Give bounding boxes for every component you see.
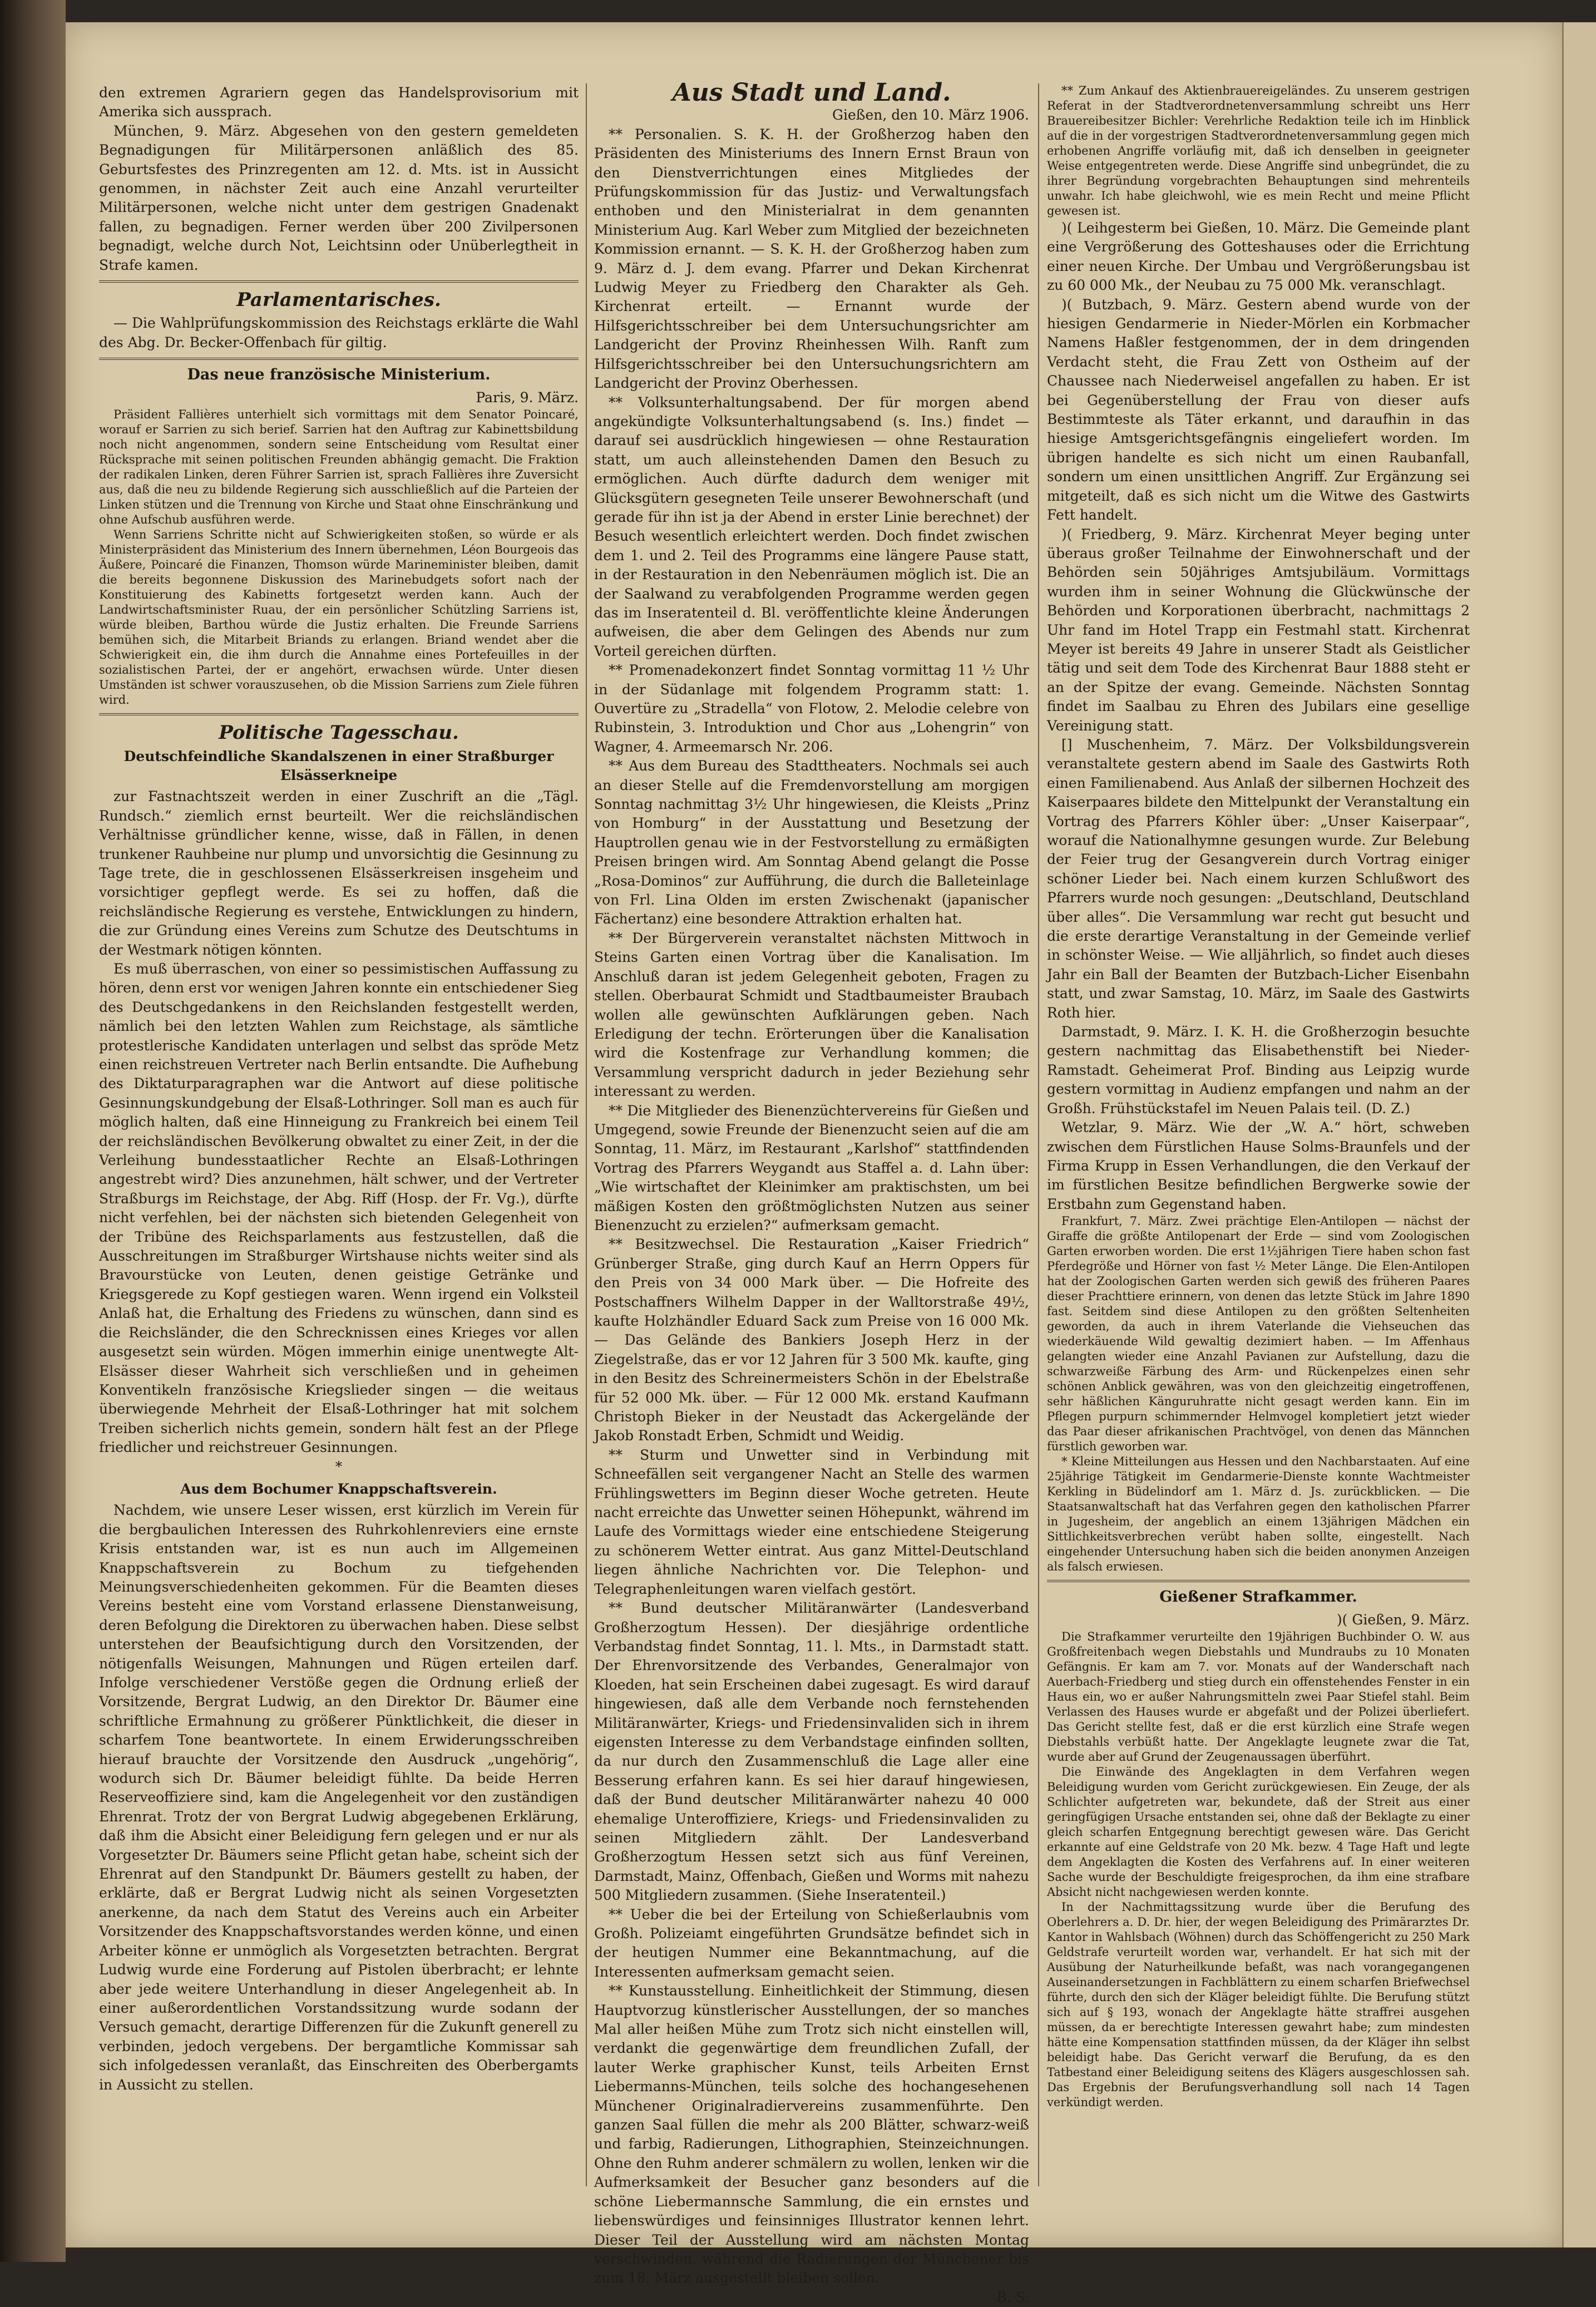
article-text: )( Butzbach, 9. März. Gestern abend wurde von der hiesigen Gendarmerie in Nieder-Mörlen ein Korbmacher Namens Haßler festgenommen, der in dem dringenden Verdacht steht, die Frau Zett von Ostheim auf der Chaussee nach Niederweisel angefallen zu haben. Er ist bei Gegenüberstellung der Frau von dieser aufs Bestimmteste als Täter erkannt, und daraufhin in das hiesige Amtsgerichtsgefängnis eingeliefert worden. Im übrigen handelte es sich nicht um einen Raubanfall, sondern um einen unsittlichen Angriff. Zur Ergänzung sei mitgeteilt, daß es sich nicht um die Witwe des Gastwirts Fett handelt.	[1047, 296, 1470, 523]
column-2	[594, 78, 1029, 2305]
article-text: Die Strafkammer verurteilte den 19jährigen Buchbinder O. W. aus Großfreitenbach wegen Diebstahls und Mundraubs zu 10 Monaten Gefängnis. Er kam am 7. vor. Monats auf der Wanderschaft nach Auerbach-Friedberg und stieg durch ein offenstehendes Fenster in ein Haus ein, wo er außer Nahrungsmitteln zwei Paar Stiefel stahl. Beim Verlassen des Hauses wurde er abgefaßt und der Polizei überliefert. Das Gericht stellte fest, daß er die erst kürzlich eine Strafe wegen Diebstahls verbüßt hatte. Der Angeklagte leugnete zwar die Tat, wurde aber auf Grund der Zeugenaussagen überführt.	[1047, 1629, 1470, 1763]
article-heading: Das neue französische Ministerium.	[187, 366, 491, 384]
column-3	[1047, 83, 1470, 2186]
column-rule	[586, 83, 587, 2186]
article-text: ** Ueber die bei der Erteilung von Schießerlaubnis vom Großh. Polizeiamt eingeführten Grundsätze befindet sich in der heutigen Nummer eine Bekanntmachung, auf die Interessenten aufmerksam gemacht seien.	[594, 1906, 1029, 1980]
next-page-edge	[1562, 22, 1596, 2247]
article-text: München, 9. März. Abgesehen von den gestern gemeldeten Begnadigungen für Militärpersonen anläßlich des 85. Geburtsfestes des Prinzregenten am 12. d. Mts. ist in Aussicht genommen, in nächster Zeit auch eine Anzahl verurteilter Militärpersonen, welche nicht unter dem gestrigen Gnadenakt fallen, zu begnadigen. Ferner werden über 200 Zivilpersonen begnadigt, welche durch Not, Leichtsinn oder Unüberlegtheit in Strafe kamen.	[99, 122, 579, 273]
article-text: Frankfurt, 7. März. Zwei prächtige Elen-Antilopen — nächst der Giraffe die größte Antilopenart der Erde — sind vom Zoologischen Garten erworben worden. Die erst 1½jährigen Tiere haben schon fast Pferdegröße und Hörner von fast ½ Meter Länge. Die Elen-Antilopen hat der Zoologischen Garten werden sich gewiß des früheren Paares dieser Prachttiere erinnern, von denen das letzte Stück im Jahre 1890 fast. Seitdem sind diese Antilopen zu den größten Seltenheiten geworden, da auch in ihrem Vaterlande die Viehseuchen das wiederkäuende Wild gewaltig dezimiert haben. — Im Affenhaus gelangten wieder eine Anzahl Pavianen zur Aufstellung, dazu die schwarzweiße Färbung des Arm- und Rückenpelzes einen sehr schönen Anblick gewähren, was von den gleichzeitig eingetroffenen, sehr häßlichen Känguruhratte nicht gesagt werden kann. Ein im Pflegen purpurn schimmernder Helmvogel kompletiert jetzt wieder das Paar dieser afrikanischen Prachtvögel, von denen das Männchen fürstlich geworben war.	[1047, 1214, 1470, 1454]
article-text: Nachdem, wie unsere Leser wissen, erst kürzlich im Verein für die bergbaulichen Interessen des Ruhrkohlenreviers eine ernste Krisis entstanden war, ist es nun auch im Allgemeinen Knappschaftsverein zu Bochum zu tiefgehenden Meinungsverschiedenheiten gekommen. Für die Beamten dieses Vereins besteht eine vom Vorstand erlassene Dienstanweisung, deren Befolgung die Direktoren zu überwachen haben. Diese selbst unterstehen der Beaufsichtigung durch den Vorsitzenden, der nötigenfalls Weisungen, Mahnungen und Rügen erteilen darf. Infolge verschiedener Verstöße gegen die Ordnung erließ der Vorsitzende, Bergrat Ludwig, an den Direktor Dr. Bäumer eine schriftliche Ermahnung zu größerer Pünktlichkeit, die dieser in scharfem Tone beantwortete. In einem Erwiderungsschreiben hierauf brauchte der Vorsitzende den Ausdruck „ungehörig“, wodurch sich Dr. Bäumer beleidigt fühlte. Da beide Herren Reserveoffiziere sind, kam die Angelegenheit vor den zuständigen Ehrenrat. Trotz der von Bergrat Ludwig abgegebenen Erklärung, daß ihm die Absicht einer Beleidigung fern gelegen und er nur als Vorgesetzter Dr. Bäumers seine Pflicht getan habe, scheint sich der Ehrenrat auf den Standpunkt Dr. Bäumers gestellt zu haben, der erklärte, daß er Bergrat Ludwig nicht als seinen Vorgesetzten anerkenne, da nach dem Statut des Vereins auch ein Arbeiter Vorsitzender des Knappschaftsvorstandes werden könne, und einen Arbeiter könne er unmöglich als Vorgesetzten betrachten. Bergrat Ludwig wurde eine Forderung auf Pistolen überbracht; er lehnte aber jede weitere Unterhandlung in dieser Angelegenheit ab. In einer außerordentlichen Vorstandssitzung wurde sodann der Versuch gemacht, derartige Differenzen für die Zukunft generell zu verbinden, jedoch vergebens. Der bergamtliche Kommissar sah sich infolgedessen veranlaßt, das Einschreiten des Oberbergamts in Aussicht zu stellen.	[99, 1502, 579, 2093]
section-masthead: Aus Stadt und Land.	[672, 78, 951, 107]
article-text: Präsident Fallières unterhielt sich vormittags mit dem Senator Poincaré, worauf er Sarrien zu sich berief. Sarrien hat den Auftrag zur Kabinettsbildung noch nicht angenommen, sondern seine Entscheidung vom Resultat einer Rücksprache mit seinen politischen Freunden abhängig gemacht. Die Fraktion der radikalen Linken, deren Führer Sarrien ist, sprach Fallières ihre Zuversicht aus, daß die neu zu bildende Regierung sich ausschließlich auf die Parteien der Linken stützen und die Trennung von Kirche und Staat ohne Einschränkung und ohne Aufschub ausführen werde.	[99, 408, 579, 527]
article-heading: Deutschfeindliche Skandalszenen in einer Straßburger Elsässerkneipe	[123, 748, 554, 783]
article-text: Es muß überraschen, von einer so pessimistischen Auffassung zu hören, denn erst vor wenigen Jahren konnte ein entschiedener Sieg des Deutschgedankens in den Reichslanden festgestellt werden, nämlich bei den letzten Wahlen zum Reichstage, als sämtliche protestlerische Kandidaten unterlagen und selbst das spröde Metz einen reichstreuen Vertreter nach Berlin entsandte. Die Aufhebung des Diktaturparagraphen war die Antwort auf diese politische Gesinnungskundgebung der Elsaß-Lothringer. Soll man es auch für möglich halten, daß eine Hinneigung zu Frankreich bei einem Teil der reichsländischen Bevölkerung obwaltet zu einer Zeit, in der die Verleihung bundesstaatlicher Rechte an Elsaß-Lothringen angestrebt wird? Dies anzunehmen, hält schwer, und der Vertreter Straßburgs im Reichstage, der Abg. Riff (Hosp. der Fr. Vg.), dürfte nicht verfehlen, bei der nächsten sich bietenden Gelegenheit von der Tribüne des Reichsparlaments aus festzustellen, daß die Ausschreitungen im Straßburger Wirtshause nichts weiter sind als Bravourstücke von Leuten, denen geistige Getränke und Kriegsgerede zu Kopf gestiegen waren. Wenn irgend ein Volksteil Anlaß hat, die Erhaltung des Friedens zu wünschen, dann sind es die Reichsländer, die den Schrecknissen eines Krieges vor allen ausgesetzt sein würden. Mögen immerhin einige unentwegte Alt-Elsässer dieser Wahrheit sich verschließen und in geheimen Konventikeln französische Kriegslieder singen — die weitaus überwiegende Mehrheit der Elsaß-Lothringer hat mit solchem Treiben sicherlich nichts gemein, sondern hält fest an der Pflege friedlicher und reichstreuer Gesinnungen.	[99, 960, 579, 1456]
section-heading: Politische Tagesschau.	[219, 722, 459, 744]
article-text: ** Besitzwechsel. Die Restauration „Kaiser Friedrich“ Grünberger Straße, ging durch Kauf an Herrn Oppers für den Preis von 34 000 Mark über. — Die Hofreite des Postschaffners Wilhelm Dapper in der Walltorstraße 49½, kaufte Holzhändler Eduard Sack zum Preise von 16 000 Mk. — Das Gelände des Bankiers Joseph Herz in der Ziegelstraße, das er vor 12 Jahren für 3 500 Mk. kaufte, ging in den Besitz des Schreinermeisters Schön in der Ebelstraße für 52 000 Mk. über. — Für 12 000 Mk. erstand Kaufmann Christoph Bieker in der Neustadt das Ackergelände der Jakob Ronstadt Erben, Schmidt und Weidig.	[594, 1236, 1029, 1444]
dateline: Gießen, den 10. März 1906.	[832, 107, 1029, 123]
book-binding	[0, 0, 66, 2262]
article-text: [] Muschenheim, 7. März. Der Volksbildungsverein veranstaltete gestern abend im Saale des Gastwirts Roth einen Familienabend. Aus Anlaß der silbernen Hochzeit des Kaiserpaares bildete den Mittelpunkt der Veranstaltung ein Vortrag des Pfarrers Köhler über: „Unser Kaiserpaar“, worauf die Nationalhymne gesungen wurde. Zur Belebung der Feier trug der Gesangverein durch Vortrag einiger schöner Lieder bei. Nach einem kurzen Schlußwort des Pfarrers wurde noch gesungen: „Deutschland, Deutschland über alles“. Die Versammlung war recht gut besucht und die erste derartige Veranstaltung in der Gemeinde verlief in schönster Weise. — Wie alljährlich, so findet auch dieses Jahr ein Ball der Beamten der Butzbach-Licher Eisenbahn statt, und zwar Samstag, 10. März, im Saale des Gastwirts Roth hier.	[1047, 736, 1470, 1021]
article-text: Die Einwände des Angeklagten in dem Verfahren wegen Beleidigung wurden vom Gericht zurückgewiesen. Ein Zeuge, der als Schlichter aufgetreten war, bekundete, daß der Streit aus einer geringfügigen Ursache entstanden sei, ohne daß der Beklagte zu einer gleich scharfen Entgegnung berechtigt gewesen wäre. Das Gericht erkannte auf eine Geldstrafe von 20 Mk. bezw. 4 Tage Haft und legte dem Angeklagten die Kosten des Verfahrens auf. In einer weiteren Sache wurde der Beschuldigte freigesprochen, da ihm eine strafbare Absicht nicht nachgewiesen werden konnte.	[1047, 1765, 1470, 1899]
column-rule	[1038, 83, 1039, 2186]
divider	[99, 713, 579, 715]
article-text: In der Nachmittagssitzung wurde über die Berufung des Oberlehrers a. D. Dr. hier, der wegen Beleidigung des Primärarztes Dr. Kantor in Wahlsbach (Wöhnen) durch das Schöffengericht zu 250 Mark Geldstrafe verurteilt worden war, verhandelt. Er hat sich mit der Ausübung der Naturheilkunde befaßt, was nach vorangegangenen Auseinandersetzungen in Fachblättern zu einem scharfen Briefwechsel führte, durch den sich der Kläger beleidigt fühlte. Die Berufung stützt sich auf § 193, wonach der Angeklagte hätte straffrei ausgehen müssen, da er berechtigte Interessen gewahrt habe; zum mindesten hätte eine Kompensation stattfinden müssen, da der Kläger ihn selbst beleidigt habe. Das Gericht verwarf die Berufung, da es den Tatbestand einer Beleidigung seitens des Klägers ausgeschlossen sah. Das Ergebnis der Berufungsverhandlung soll nach 14 Tagen verkündigt werden.	[1047, 1900, 1470, 2109]
article-text: zur Fastnachtszeit werden in einer Zuschrift an die „Tägl. Rundsch.“ ziemlich ernst beurteilt. Wer die reichsländischen Verhältnisse gründlicher kenne, wisse, daß in Fällen, in denen trunkener Rauhbeine nur plump und unvorsichtig die Gesinnung zu Tage trete, die in geschlossenen Elsässerkreisen insgeheim und vorsichtiger gepflegt werde. Es sei zu hoffen, daß die reichsländische Regierung es verstehe, Entwicklungen zu hindern, die zur Gründung eines Vereins zum Schutze des Deutschtums in der Westmark nötigen könnten.	[99, 788, 579, 958]
separator-star: *	[335, 1458, 343, 1475]
article-text: ** Volksunterhaltungsabend. Der für morgen abend angekündigte Volksunterhaltungsabend (s. Ins.) findet — darauf sei ausdrücklich hingewiesen — ohne Restauration statt, um auch alleinstehenden Damen den Besuch zu ermöglichen. Auch dürfte dadurch dem weniger mit Glücksgütern gesegneten Teile unserer Bewohnerschaft (und gerade für ihn ist ja der Abend in erster Linie berechnet) der Besuch wesentlich erleichtert werden. Doch findet zwischen dem 1. und 2. Teil des Programms eine längere Pause statt, in der Restauration in den Nebenräumen möglich ist. Die an der Saalwand zu verabfolgenden Programme werden gegen das im Inseratenteil d. Bl. veröffentlichte kleine Änderungen aufweisen, die aber dem Gelingen des Abends nur zum Vorteil gereichen dürften.	[594, 394, 1029, 659]
section-heading: Parlamentarisches.	[236, 289, 441, 312]
article-text: — Die Wahlprüfungskommission des Reichstags erklärte die Wahl des Abg. Dr. Becker-Offenbach für giltig.	[99, 315, 579, 350]
dateline: Paris, 9. März.	[476, 389, 579, 406]
divider	[1047, 1580, 1470, 1582]
article-text: ** Kunstausstellung. Einheitlichkeit der Stimmung, diesen Hauptvorzug künstlerischer Ausstellungen, der so manches Mal aller heißen Mühe zum Trotz sich nicht einstellen will, verdankt die gegenwärtige dem freundlichen Zufall, der lauter Werke graphischer Kunst, teils Arbeiten Ernst Liebermanns-München, teils solche des hochangesehenen Münchener Originalradiervereins zusammenführte. Den ganzen Saal füllen die mehr als 200 Blätter, schwarz-weiß und farbig, Radierungen, Lithographien, Steinzeichnungen. Ohne den Ruhm anderer schmälern zu wollen, lenken wir die Aufmerksamkeit der Besucher ganz besonders auf die schöne Liebermannsche Sammlung, die ein ernstes und liebenswürdiges und feinsinniges Illustrator kennen lehrt. Dieser Teil der Ausstellung wird am nächsten Montag verschwinden, während die Radierungen der Münchener bis zum 18. März ausgestellt bleiben sollen.	[594, 1983, 1029, 2286]
article-text: ** Der Bürgerverein veranstaltet nächsten Mittwoch in Steins Garten einen Vortrag über die Kanalisation. Im Anschluß daran ist jedem Gelegenheit geboten, Fragen zu stellen. Oberbaurat Schmidt und Stadtbaumeister Braubach wollen alle gewünschten Aufklärungen geben. Nach Erledigung der techn. Erörterungen über die Kanalisation wird die Kostenfrage zur Verhandlung kommen; die Versammlung verspricht dadurch in jeder Beziehung sehr interessant zu werden.	[594, 930, 1029, 1100]
section-heading: Gießener Strafkammer.	[1159, 1588, 1357, 1606]
article-text: ** Promenadekonzert findet Sonntag vormittag 11 ½ Uhr in der Südanlage mit folgendem Programm statt: 1. Ouvertüre zu „Stradella“ von Flotow, 2. Melodie celebre von Rubinstein, 3. Introduktion und Chor aus „Lohengrin“ von Wagner, 4. Armeemarsch Nr. 206.	[594, 662, 1029, 755]
article-text: ** Die Mitglieder des Bienenzüchtervereins für Gießen und Umgegend, sowie Freunde der Bienenzucht seien auf die am Sonntag, 11. März, im Restaurant „Karlshof“ stattfindenden Vortrag des Pfarrers Weygandt aus Staffel a. d. Lahn über: „Wie wirtschaftet der Kleinimker am praktischsten, um bei mäßigen Kosten den größtmöglichsten Nutzen aus seiner Bienenzucht zu erzielen?“ aufmerksam gemacht.	[594, 1102, 1029, 1233]
article-heading: Aus dem Bochumer Knappschaftsverein.	[180, 1480, 497, 1497]
article-text: Wetzlar, 9. März. Wie der „W. A.“ hört, schweben zwischen dem Fürstlichen Hause Solms-Braunfels und der Firma Krupp in Essen Verhandlungen, die den Verkauf der im fürstlichen Besitze befindlichen Bergwerke sowie der Erstbahn zum Gegenstand haben.	[1047, 1119, 1470, 1212]
dateline: )( Gießen, 9. März.	[1336, 1611, 1470, 1628]
article-text: ** Aus dem Bureau des Stadttheaters. Nochmals sei auch an dieser Stelle auf die Fremdenvorstellung am morgigen Sonntag nachmittag 3½ Uhr hingewiesen, die Kleists „Prinz von Homburg“ in der Ausstattung und Besetzung der Hauptrollen genau wie in der Festvorstellung zu ermäßigten Preisen bringen wird. Am Sonntag Abend gelangt die Posse „Rosa-Dominos“ zur Aufführung, die durch die Balleteinlage von Frl. Lina Olden im ersten Zwischenakt (japanischer Fächertanz) eine besondere Attraktion erhalten hat.	[594, 758, 1029, 927]
article-text: den extremen Agrariern gegen das Handelsprovisorium mit Amerika sich aussprach.	[99, 85, 579, 120]
article-text: ** Sturm und Unwetter sind in Verbindung mit Schneefällen seit vergangener Nacht an Stelle des warmen Frühlingswetters im Beginn dieser Woche getreten. Heute nacht erreichte das Unwetter seinen Höhepunkt, während im Laufe des Vormittags wieder eine entschiedene Steigerung zu schönerem Wetter eintrat. Aus ganz Mittel-Deutschland liegen ähnliche Nachrichten vor. Die Telephon- und Telegraphenleitungen waren vielfach gestört.	[594, 1446, 1029, 1597]
article-text: * Kleine Mitteilungen aus Hessen und den Nachbarstaaten. Auf eine 25jährige Tätigkeit im Gendarmerie-Dienste konnte Wachtmeister Kerkling in Büdelindorf am 1. März d. Js. zurückblicken. — Die Staatsanwaltschaft hat das Verfahren gegen den katholischen Pfarrer in Jugesheim, der angeblich an einem 13jährigen Mädchen ein Sittlichkeitsverbrechen verübt haben sollte, eingestellt. Nach eingehender Untersuchung haben sich die beiden anonymen Anzeigen als falsch erwiesen.	[1047, 1455, 1470, 1574]
article-text: )( Leihgesterm bei Gießen, 10. März. Die Gemeinde plant eine Vergrößerung des Gotteshauses oder die Errichtung einer neuen Kirche. Der Umbau und Vergrößerungsbau ist zu 60 000 Mk., der Neubau zu 75 000 Mk. veranschlagt.	[1047, 220, 1470, 294]
article-text: ** Personalien. S. K. H. der Großherzog haben den Präsidenten des Ministeriums des Innern Ernst Braun von den Dienstverrichtungen eines Mitgliedes der Prüfungskommission für das Justiz- und Verwaltungsfach enthoben und den Ministerialrat in dem genannten Ministerium Aug. Karl Weber zum Mitglied der bezeichneten Kommission ernannt. — S. K. H. der Großherzog haben zum 9. März d. J. dem evang. Pfarrer und Dekan Kirchenrat Ludwig Meyer zu Friedberg den Charakter als Geh. Kirchenrat erteilt. — Ernannt wurde der Hilfsgerichtsschreiber bei dem Untersuchungsrichter am Landgericht der Provinz Rheinhessen Wilh. Ranft zum Hilfsgerichtsschreiber bei den Untersuchungsrichtern am Landgericht der Provinz Oberhessen.	[594, 126, 1029, 392]
divider	[99, 280, 579, 283]
column-1	[99, 83, 579, 2186]
divider	[99, 358, 579, 360]
article-text: Wenn Sarriens Schritte nicht auf Schwierigkeiten stoßen, so würde er als Ministerpräsident das Ministerium des Innern übernehmen, Léon Bourgeois das Äußere, Poincaré die Finanzen, Thomson würde Marineminister bleiben, damit die bereits begonnene Diskussion des Marinebudgets sofort nach der Konstituierung des Kabinetts fortgesetzt werden kann. Auch der Landwirtschaftsminister Ruau, der ein persönlicher Schützling Sarriens ist, würde bleiben, Barthou würde die Justiz erhalten. Die Freunde Sarriens bemühen sich, die Mitarbeit Briands zu erlangen. Briand wendet aber die Schwierigkeit ein, die ihm durch die Annahme eines Portefeuilles in der sozialistischen Partei, der er angehört, erwachsen würde. Unter diesen Umständen ist schwer vorauszusehen, ob die Mission Sarriens zum Ziele führen wird.	[99, 528, 579, 707]
article-text: ** Bund deutscher Militäranwärter (Landesverband Großherzogtum Hessen). Der diesjährige ordentliche Verbandstag findet Sonntag, 11. l. Mts., in Darmstadt statt. Der Ehrenvorsitzende des Verbandes, Generalmajor von Kloeden, hat sein Erscheinen dabei zugesagt. Es wird darauf hingewiesen, daß alle dem Verbande noch fernstehenden Militäranwärter, Kriegs- und Friedensinvaliden sich in ihrem eigensten Interesse zu dem Verbandstage einfinden sollten, da nur durch den Zusammenschluß die Lage aller eine Besserung erfahren kann. Es sei hier darauf hingewiesen, daß der Bund deutscher Militäranwärter nahezu 40 000 ehemalige Unteroffiziere, Kriegs- und Friedensinvaliden zu seinen Mitgliedern zählt. Der Landesverband Großherzogtum Hessen setzt sich aus fünf Vereinen, Darmstadt, Mainz, Offenbach, Gießen und Worms mit nahezu 500 Mitgliedern zusammen. (Siehe Inseratenteil.)	[594, 1600, 1029, 1904]
author-signature: B. S.	[996, 2289, 1029, 2305]
article-text: ** Zum Ankauf des Aktienbrauereigeländes. Zu unserem gestrigen Referat in der Stadtverordnetenversammlung schreibt uns Herr Brauereibesitzer Bichler: Verehrliche Redaktion teile ich im Hinblick auf die in der vorgestrigen Stadtverordnetenversammlung gegen mich erhobenen Angriffe vorläufig mit, daß ich denselben in geeigneter Weise entgegentreten werde. Diese Angriffe sind unbegründet, die zu ihrer Begründung vorgebrachten Behauptungen sind mehrenteils unwahr. Ich habe gleichwohl, wie es mein Recht und meine Pflicht gewesen ist.	[1047, 84, 1470, 218]
article-text: Darmstadt, 9. März. I. K. H. die Großherzogin besuchte gestern nachmittag das Elisabethenstift bei Nieder-Ramstadt. Geheimerat Prof. Binding aus Leipzig wurde gestern vormittag in Audienz empfangen und nahm an der Großh. Frühstückstafel im Neuen Palais teil. (D. Z.)	[1047, 1024, 1470, 1117]
article-text: )( Friedberg, 9. März. Kirchenrat Meyer beging unter überaus großer Teilnahme der Einwohnerschaft und der Behörden sein 50jähriges Amtsjubiläum. Vormittags wurden ihm in seiner Wohnung die Glückwünsche der Behörden und Korporationen überbracht, nachmittags 2 Uhr fand im Hotel Trapp ein Festmahl statt. Kirchenrat Meyer ist bereits 49 Jahre in unserer Stadt als Geistlicher tätig und seit dem Tode des Kirchenrat Baur 1888 steht er an der Spitze der evang. Gemeinde. Nächsten Sonntag findet im Saalbau zu Ehren des Jubilars eine gesellige Vereinigung statt.	[1047, 526, 1470, 734]
